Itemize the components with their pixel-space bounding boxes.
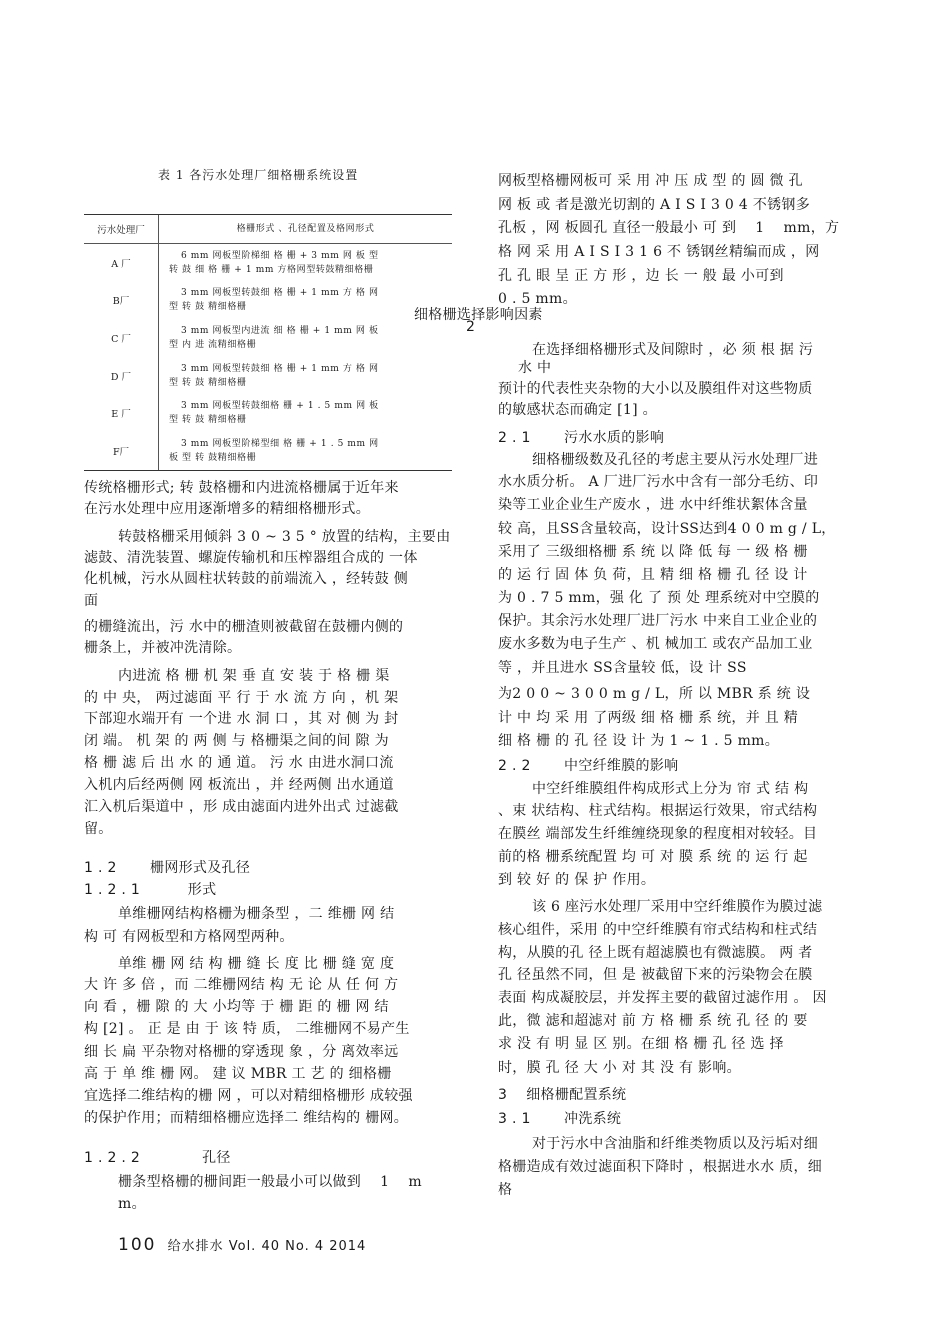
paragraph-line: 在污水处理中应用逐渐增多的精细格栅形式。 — [84, 501, 370, 517]
paragraph-line: 染等工业企业生产废水 ，进 水中纤维状絮体含量 — [498, 497, 808, 513]
row-config-line1: 3 mm 网板型转鼓细格 栅 + 1 . 5 mm 网 板 — [181, 401, 379, 412]
paragraph-line: 细 格 栅 的 孔 径 设 计 为 1 ~ 1 . 5 mm。 — [498, 733, 780, 749]
paragraph-line: 的保护作用；而精细格栅应选择二 维结构的 栅网。 — [84, 1110, 409, 1126]
paragraph-line: 构 [2] 。 正 是 由 于 该 特 质， 二维栅网不易产生 — [84, 1021, 410, 1037]
paragraph-line: 单维栅网结构格栅为栅条型 ，二 维栅 网 结 — [118, 906, 395, 922]
section-heading: 3 . 1 冲洗系统 — [498, 1111, 622, 1127]
paragraph-line: 求 没 有 明 显 区 别。在细 格 栅 孔 径 选 择 — [498, 1036, 784, 1052]
section-heading: 2 . 1 污水水质的影响 — [498, 430, 665, 446]
paragraph-line: 大 许 多 倍 ，而 二维栅网结 构 无 论 从 任 何 方 — [84, 977, 399, 993]
row-plant: E 厂 — [84, 394, 159, 432]
paragraph-line: 网板型格栅网板可 采 用 冲 压 成 型 的 圆 微 孔 — [498, 173, 803, 189]
row-config-line2: 型 转 鼓 精细格栅 — [169, 415, 247, 426]
paragraph-line: 传统格栅形式; 转 鼓格栅和内进流格栅属于近年来 — [84, 480, 399, 496]
paragraph-line: 高 于 单 维 栅 网。 建 议 MBR 工 艺 的 细格栅 — [84, 1066, 392, 1082]
paragraph-line: 表面 构成凝胶层，并发挥主要的截留过滤作用 。 因 — [498, 990, 827, 1006]
paragraph-line: 对于污水中含油脂和纤维类物质以及污垢对细 — [532, 1136, 818, 1152]
row-config — [159, 286, 452, 314]
section-heading: 1 . 2 . 2 孔径 — [84, 1150, 231, 1166]
paragraph-line: 中空纤维膜组件构成形式上分为 帘 式 结 构 — [532, 781, 809, 797]
paragraph-line: 宜选择二维结构的栅 网 ，可以对精细格栅形 成较强 — [84, 1088, 413, 1104]
paragraph-line: 水水质分析。 A 厂进厂污水中含有一部分毛纺、印 — [498, 474, 819, 490]
section-heading: 3 细格栅配置系统 — [498, 1087, 627, 1103]
header-config: 格栅形式 、孔径配置及格网形式 — [236, 224, 375, 234]
paragraph-line: 滤鼓、清洗装置、螺旋传输机和压榨器组合成的 一体 — [84, 550, 418, 566]
paragraph-line: 留。 — [84, 821, 113, 837]
row-config — [159, 362, 452, 390]
paragraph-line: m。 — [118, 1196, 146, 1212]
paragraph-line: 水 中 — [518, 360, 552, 376]
paragraph-line: 构 可 有网板型和方格网型两种。 — [84, 929, 294, 945]
paragraph-line: 栅条型格栅的栅间距一般最小可以做到 1 m — [118, 1174, 422, 1190]
paragraph-line: 汇入机后渠道中 ，形 成由滤面内进外出式 过滤截 — [84, 799, 399, 815]
paragraph-line: 面 — [84, 593, 99, 609]
table-row — [84, 282, 452, 320]
row-plant: C 厂 — [84, 319, 159, 357]
row-config-line2: 板 型 转 鼓精细格栅 — [169, 452, 257, 463]
paragraph-line: 内进流 格 栅 机 架 垂 直 安 装 于 格 栅 渠 — [118, 668, 390, 684]
paragraph-line: 的 中 央， 两过滤面 平 行 于 水 流 方 向 ，机 架 — [84, 690, 399, 706]
paragraph-line: 等 ，并且进水 SS含量较 低，设 计 SS — [498, 660, 747, 676]
paragraph-line: 格栅造成有效过滤面积下降时 ，根据进水水 质，细 — [498, 1159, 823, 1175]
paragraph-line: 孔 径虽然不同，但 是 被截留下来的污染物会在膜 — [498, 967, 813, 983]
paragraph-line: 废水多数为电子生产 、机 械加工 或农产品加工业 — [498, 636, 813, 652]
row-config-line1: 3 mm 网板型内进流 细 格 栅 + 1 mm 网 板 — [181, 325, 379, 336]
paragraph-line: 该 6 座污水处理厂采用中空纤维膜作为膜过滤 — [532, 899, 823, 915]
paragraph-line: 在膜丝 端部发生纤维缠绕现象的程度相对较轻。目 — [498, 826, 818, 842]
row-config — [159, 399, 452, 427]
row-plant: A 厂 — [84, 244, 159, 282]
table-header — [84, 215, 452, 244]
paragraph-line: 孔板 ，网 板圆孔 直径一般最小 可 到 1 mm，方 — [498, 220, 840, 236]
paragraph-line: 为2 0 0 ~ 3 0 0 m g / L，所 以 MBR 系 统 设 — [498, 686, 811, 702]
row-plant: B厂 — [84, 282, 159, 320]
paragraph-line: 的 运 行 固 体 负 荷，且 精 细 格 栅 孔 径 设 计 — [498, 567, 808, 583]
row-config-line1: 6 mm 网板型阶梯细 格 栅 + 3 mm 网 板 型 — [181, 250, 379, 261]
page-footer — [118, 1235, 366, 1255]
paragraph-line: 细 长 扁 平杂物对格栅的穿透现 象 ，分 离效率远 — [84, 1044, 399, 1060]
paragraph-line: 格 栅 滤 后 出 水 的 通 道。 污 水 由进水洞口流 — [84, 755, 394, 771]
table-row — [84, 432, 452, 470]
paragraph-line: 格 — [498, 1182, 513, 1198]
paragraph-line: 、束 状结构、柱式结构。根据运行效果，帘式结构 — [498, 803, 818, 819]
paragraph-line: 化机械，污水从圆柱状转鼓的前端流入 ，经转鼓 侧 — [84, 571, 409, 587]
settings-table — [84, 214, 452, 471]
row-plant: D 厂 — [84, 357, 159, 395]
paragraph-line: 前的格 栅系统配置 均 可 对 膜 系 统 的 运 行 起 — [498, 849, 808, 865]
paragraph-line: 在选择细格栅形式及间隙时 ，必 须 根 据 污 — [532, 342, 814, 358]
paragraph-line: 此，微 滤和超滤对 前 方 格 栅 系 统 孔 径 的 要 — [498, 1013, 808, 1029]
header-plant: 污水处理厂 — [84, 215, 159, 243]
paragraph-line: 格 网 采 用 A I S I 3 1 6 不 锈钢丝精编而成 ，网 — [498, 244, 820, 260]
paragraph-line: 到 较 好 的 保 护 作用。 — [498, 872, 656, 888]
row-config-line1: 3 mm 网板型转鼓细 格 栅 + 1 mm 方 格 网 — [181, 363, 379, 374]
paragraph-line: 的敏感状态而确定 [1] 。 — [498, 402, 657, 418]
section-heading: 1 . 2 . 1 形式 — [84, 882, 217, 898]
paragraph-line: 的栅缝流出，污 水中的栅渣则被截留在鼓栅内侧的 — [84, 619, 404, 635]
paragraph-line: 下部迎水端开有 一个进 水 洞 口 ，其 对 侧 为 封 — [84, 711, 399, 727]
paragraph-line: 时，膜 孔 径 大 小 对 其 没 有 影响。 — [498, 1060, 741, 1076]
paragraph-line: 较 高，且SS含量较高，设计SS达到4 0 0 m g / L， — [498, 521, 836, 537]
paragraph-line: 栅条上，并被冲洗清除。 — [84, 640, 242, 656]
row-config-line2: 型 转 鼓 精细格栅 — [169, 377, 247, 388]
journal-info: 给水排水 Vol. 40 No. 4 2014 — [167, 1239, 367, 1254]
paragraph-line: 保护。其余污水处理厂进厂污水 中来自工业企业的 — [498, 613, 818, 629]
paragraph-line: 细格栅级数及孔径的考虑主要从污水处理厂进 — [532, 452, 818, 468]
page-number: 100 — [118, 1235, 157, 1255]
paragraph-line: 构，从膜的孔 径上既有超滤膜也有微滤膜。 两 者 — [498, 945, 813, 961]
table-row — [84, 357, 452, 395]
row-config-line2: 型 转 鼓 精细格栅 — [169, 302, 247, 313]
row-config-line1: 3 mm 网板型转鼓细 格 栅 + 1 mm 方 格 网 — [181, 288, 379, 299]
section-heading: 1 . 2 栅网形式及孔径 — [84, 860, 251, 876]
row-config — [159, 437, 452, 465]
paragraph-line: 采用了 三级细格栅 系 统 以 降 低 每 一 级 格 栅 — [498, 544, 808, 560]
paragraph-line: 0 . 5 mm。 — [498, 291, 577, 307]
row-config-line2: 型 内 进 流精细格栅 — [169, 339, 257, 350]
table-caption: 表 1 各污水处理厂细格栅系统设置 — [158, 168, 359, 182]
row-config — [159, 324, 452, 352]
paragraph-line: 闭 端。 机 架 的 两 侧 与 格栅渠之间的间 隙 为 — [84, 733, 389, 749]
paragraph-line: 向 看 ，栅 隙 的 大 小均等 于 栅 距 的 栅 网 结 — [84, 999, 389, 1015]
section-heading: 2 . 2 中空纤维膜的影响 — [498, 758, 679, 774]
paragraph-line: 核心组件，采用 的中空纤维膜有帘式结构和柱式结 — [498, 922, 818, 938]
row-plant: F厂 — [84, 432, 159, 470]
row-config — [159, 249, 452, 277]
row-config-line1: 3 mm 网板型阶梯型细 格 栅 + 1 . 5 mm 网 — [181, 438, 379, 449]
table-row — [84, 244, 452, 282]
paragraph-line: 为 0 . 7 5 mm，强 化 了 预 处 理系统对中空膜的 — [498, 590, 820, 606]
section-heading: 细格栅选择影响因素 — [414, 307, 543, 323]
row-config-line2: 转 鼓 细 格 栅 + 1 mm 方格网型转鼓精细格栅 — [169, 264, 374, 275]
section-number: 2 — [466, 319, 476, 335]
paragraph-line: 单维 栅 网 结 构 栅 缝 长 度 比 栅 缝 宽 度 — [118, 956, 395, 972]
paragraph-line: 入机内后经两侧 网 板流出 ，并 经两侧 出水通道 — [84, 777, 394, 793]
table-row — [84, 319, 452, 357]
table-row — [84, 394, 452, 432]
paragraph-line: 孔 孔 眼 呈 正 方 形 ，边 长 一 般 最 小可到 — [498, 268, 784, 284]
paragraph-line: 网 板 或 者是激光切割的 A I S I 3 0 4 不锈钢多 — [498, 197, 811, 213]
paragraph-line: 计 中 均 采 用 了两级 细 格 栅 系 统，并 且 精 — [498, 710, 799, 726]
paragraph-line: 预计的代表性夹杂物的大小以及膜组件对这些物质 — [498, 381, 813, 397]
table-body — [84, 244, 452, 470]
paragraph-line: 转鼓格栅采用倾斜 3 0 ~ 3 5 ° 放置的结构，主要由 — [118, 529, 451, 545]
